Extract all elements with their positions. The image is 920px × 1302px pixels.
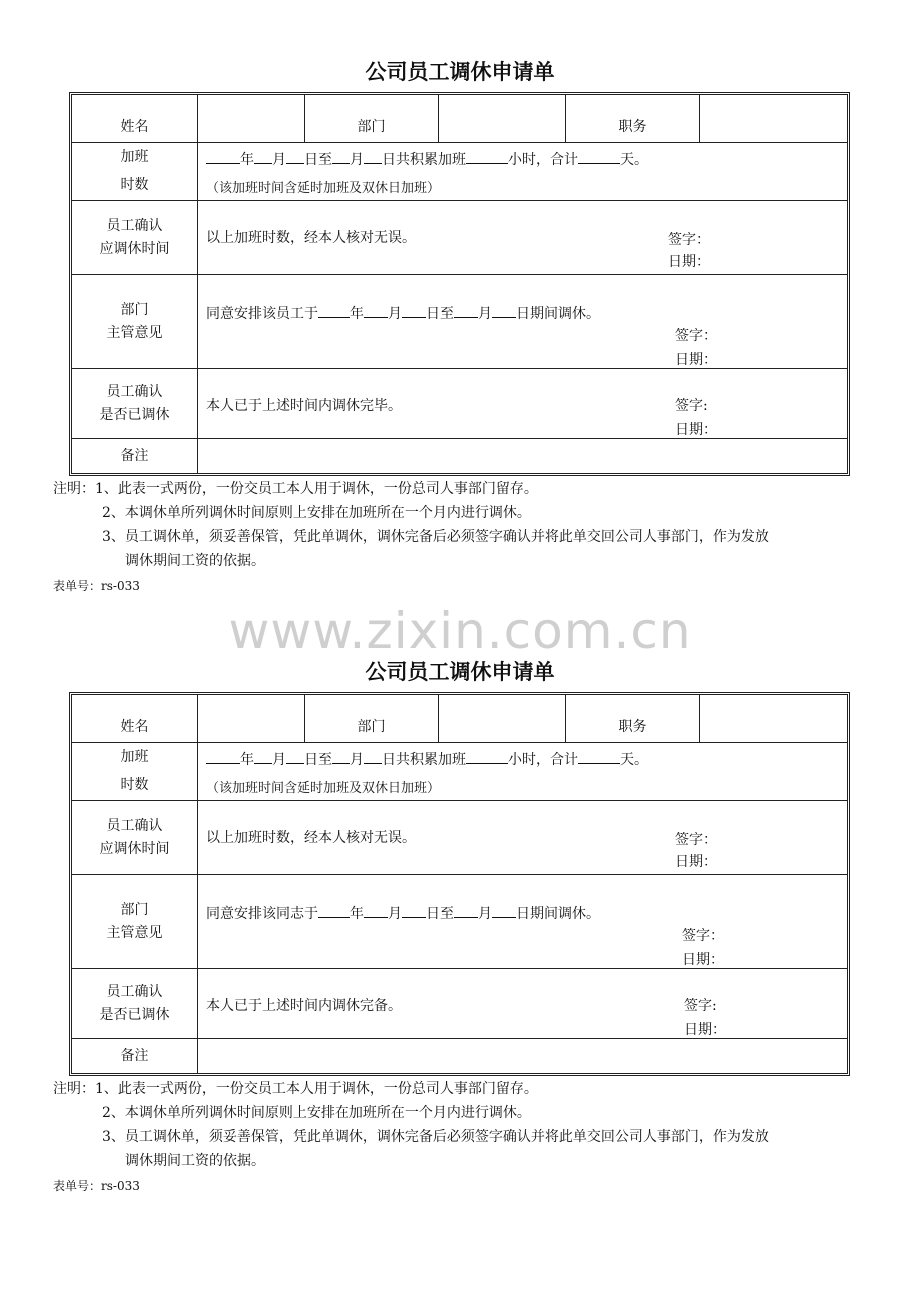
manager-sign: 签字： (675, 328, 717, 344)
dept-field[interactable] (439, 95, 566, 142)
form-number: 表单号：rs-033 (53, 1179, 140, 1193)
manager-label: 部门 主管意见 (72, 875, 198, 968)
dept-label: 部门 (305, 95, 439, 142)
confirm-row (72, 801, 847, 875)
manager-text: 同意安排该同志于 年 月 日至 月 日期间调休。 (206, 903, 600, 923)
watermark: www.zixin.com.cn (228, 602, 692, 660)
position-label: 职务 (566, 95, 700, 142)
position-field[interactable] (700, 95, 847, 142)
done-label: 员工确认 是否已调休 (72, 369, 198, 438)
confirm-sign: 签字： (668, 232, 710, 248)
confirm-date: 日期： (668, 254, 710, 270)
dept-field[interactable] (439, 695, 566, 742)
form-number: 表单号：rs-033 (53, 579, 140, 593)
form-title: 公司员工调休申请单 (365, 660, 555, 684)
note-2: 2、本调休单所列调休时间原则上安排在加班所在一个月内进行调休。 (102, 1105, 531, 1121)
overtime-note: （该加班时间含延时加班及双休日加班） (206, 781, 441, 796)
note-1: 注明：1、此表一式两份，一份交员工本人用于调休，一份总司人事部门留存。 (53, 1081, 538, 1097)
done-sign: 签字: (684, 998, 717, 1014)
manager-label: 部门 主管意见 (72, 275, 198, 368)
manager-date: 日期： (675, 352, 717, 368)
done-label: 员工确认 是否已调休 (72, 969, 198, 1038)
note-3-cont: 调休期间工资的依据。 (125, 553, 265, 569)
done-date: 日期： (675, 422, 717, 438)
manager-sign: 签字： (682, 928, 724, 944)
manager-row (72, 275, 847, 369)
note-1: 注明：1、此表一式两份，一份交员工本人用于调休，一份总司人事部门留存。 (53, 481, 538, 497)
done-row (72, 969, 847, 1039)
form-table (69, 692, 850, 1076)
position-field[interactable] (700, 695, 847, 742)
manager-text: 同意安排该员工于 年 月 日至 月 日期间调休。 (206, 303, 600, 323)
notes (53, 477, 883, 573)
header-row (72, 695, 847, 743)
manager-row (72, 875, 847, 969)
note-3: 3、员工调休单，须妥善保管，凭此单调休，调休完备后必须签字确认并将此单交回公司人事部门，作为发放 (102, 529, 769, 545)
done-text: 本人已于上述时间内调休完毕。 (206, 398, 402, 414)
note-3-cont: 调休期间工资的依据。 (125, 1153, 265, 1169)
name-label: 姓名 (72, 695, 198, 742)
overtime-line: 年 月 日至 月 日共积累加班 小时，合计 天。 (206, 149, 648, 169)
name-field[interactable] (198, 695, 305, 742)
notes (53, 1077, 883, 1173)
overtime-line: 年 月 日至 月 日共积累加班 小时，合计 天。 (206, 749, 648, 769)
name-field[interactable] (198, 95, 305, 142)
done-sign: 签字: (675, 398, 708, 414)
confirm-row (72, 201, 847, 275)
name-label: 姓名 (72, 95, 198, 142)
overtime-label: 加班 时数 (72, 143, 198, 200)
remark-field[interactable] (198, 1039, 848, 1073)
confirm-sign: 签字： (675, 832, 717, 848)
overtime-note: （该加班时间含延时加班及双休日加班） (206, 181, 441, 196)
position-label: 职务 (566, 695, 700, 742)
confirm-date: 日期： (675, 854, 717, 870)
confirm-label: 员工确认 应调休时间 (72, 201, 198, 274)
note-2: 2、本调休单所列调休时间原则上安排在加班所在一个月内进行调休。 (102, 505, 531, 521)
header-row (72, 95, 847, 143)
remark-row (72, 439, 847, 473)
overtime-row (72, 143, 847, 201)
done-date: 日期： (684, 1022, 726, 1038)
done-row (72, 369, 847, 439)
overtime-label: 加班 时数 (72, 743, 198, 800)
confirm-text: 以上加班时数，经本人核对无误。 (206, 830, 416, 846)
form-table (69, 92, 850, 476)
remark-label: 备注 (72, 1039, 198, 1073)
form-title: 公司员工调休申请单 (365, 60, 555, 84)
confirm-text: 以上加班时数，经本人核对无误。 (206, 230, 416, 246)
manager-date: 日期： (682, 952, 724, 968)
note-3: 3、员工调休单，须妥善保管，凭此单调休，调休完备后必须签字确认并将此单交回公司人事部门，作为发放 (102, 1129, 769, 1145)
dept-label: 部门 (305, 695, 439, 742)
overtime-row (72, 743, 847, 801)
done-text: 本人已于上述时间内调休完备。 (206, 998, 402, 1014)
remark-field[interactable] (198, 439, 848, 473)
remark-label: 备注 (72, 439, 198, 473)
remark-row (72, 1039, 847, 1073)
confirm-label: 员工确认 应调休时间 (72, 801, 198, 874)
